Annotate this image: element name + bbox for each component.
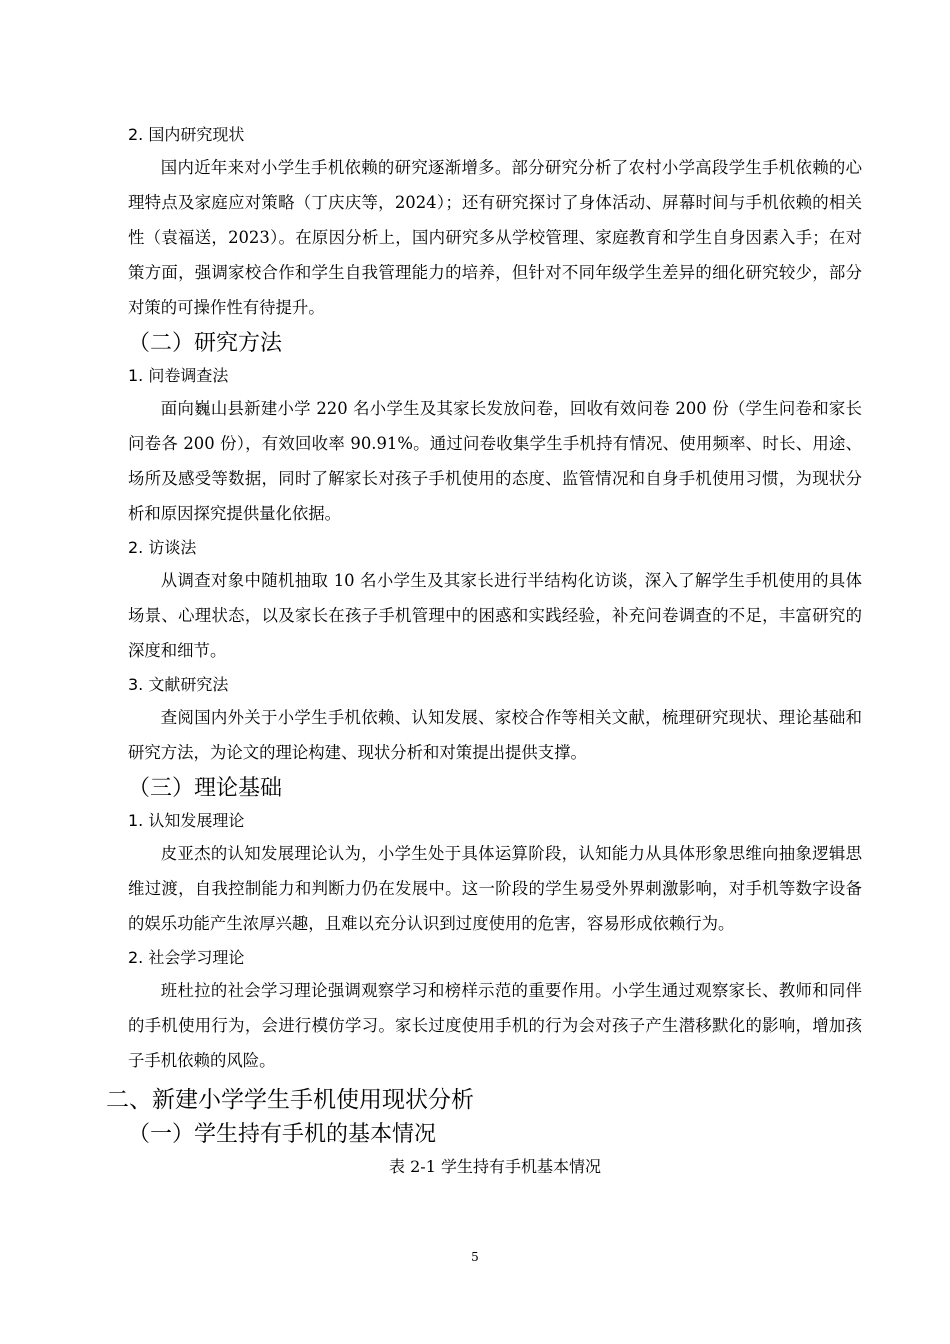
paragraph-domestic-research: 国内近年来对小学生手机依赖的研究逐渐增多。部分研究分析了农村小学高段学生手机依赖的心理特点及家庭应对策略（丁庆庆等，2024）；还有研究探讨了身体活动、屏幕时间与手机依赖的相关性（袁福送，2023）。在原因分析上，国内研究多从学校管理、家庭教育和学生自身因素入手；在对策方面，强调家校合作和学生自我管理能力的培养，但针对不同年级学生差异的细化研究较少，部分对策的可操作性有待提升。 bbox=[128, 158, 862, 317]
heading-literature-method: 3. 文献研究法 bbox=[128, 675, 229, 694]
page-content bbox=[106, 118, 862, 1180]
paragraph-social-learning-theory: 班杜拉的社会学习理论强调观察学习和榜样示范的重要作用。小学生通过观察家长、教师和同伴的手机使用行为，会进行模仿学习。家长过度使用手机的行为会对孩子产生潜移默化的影响，增加孩子手机依赖的风险。 bbox=[128, 981, 862, 1070]
heading-domestic-research: 2. 国内研究现状 bbox=[128, 125, 245, 144]
heading-basic-situation: （一）学生持有手机的基本情况 bbox=[128, 1122, 437, 1147]
table-caption: 表 2-1 学生持有手机基本情况 bbox=[389, 1157, 601, 1176]
paragraph-interview-method: 从调查对象中随机抽取 10 名小学生及其家长进行半结构化访谈，深入了解学生手机使用的具体场景、心理状态，以及家长在孩子手机管理中的困惑和实践经验，补充问卷调查的不足，丰富研究的深度和细节。 bbox=[128, 571, 862, 660]
heading-research-methods: （二）研究方法 bbox=[128, 331, 283, 356]
heading-theoretical-basis: （三）理论基础 bbox=[128, 776, 283, 801]
heading-survey-method: 1. 问卷调查法 bbox=[128, 366, 229, 385]
paragraph-cognitive-theory: 皮亚杰的认知发展理论认为，小学生处于具体运算阶段，认知能力从具体形象思维向抽象逻辑思维过渡，自我控制能力和判断力仍在发展中。这一阶段的学生易受外界刺激影响，对手机等数字设备的娱乐功能产生浓厚兴趣，且难以充分认识到过度使用的危害，容易形成依赖行为。 bbox=[128, 844, 862, 933]
paragraph-literature-method: 查阅国内外关于小学生手机依赖、认知发展、家校合作等相关文献，梳理研究现状、理论基础和研究方法，为论文的理论构建、现状分析和对策提出提供支撑。 bbox=[128, 708, 862, 762]
heading-cognitive-theory: 1. 认知发展理论 bbox=[128, 811, 245, 830]
paragraph-survey-method: 面向巍山县新建小学 220 名小学生及其家长发放问卷，回收有效问卷 200 份（学生问卷和家长问卷各 200 份），有效回收率 90.91%。通过问卷收集学生手机持有情况、使用频率、时长、用途、场所及感受等数据，同时了解家长对孩子手机使用的态度、监管情况和自身手机使用习惯，为现状分析和原因探究提供量化依据。 bbox=[128, 399, 862, 523]
page-number: 5 bbox=[471, 1250, 479, 1264]
heading-interview-method: 2. 访谈法 bbox=[128, 538, 197, 557]
heading-social-learning-theory: 2. 社会学习理论 bbox=[128, 948, 245, 967]
heading-chapter-2: 二、新建小学学生手机使用现状分析 bbox=[106, 1087, 474, 1113]
